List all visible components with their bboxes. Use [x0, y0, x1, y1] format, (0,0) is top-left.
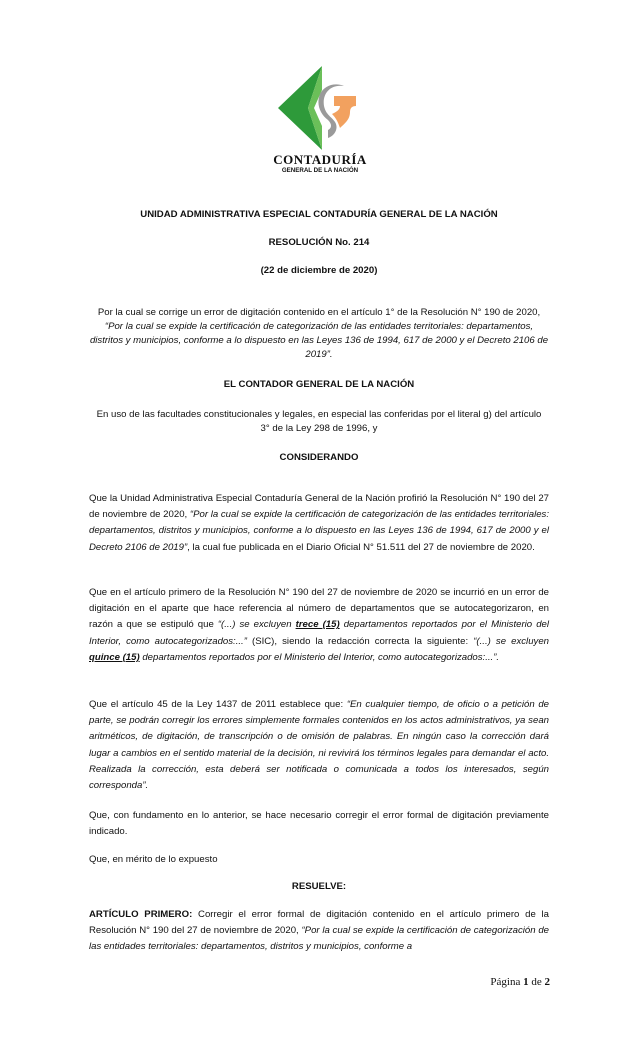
- p2-text-mid: (SIC), siendo la redacción correcta la siguiente:: [246, 635, 474, 647]
- summary-text: Por la cual se corrige un error de digitación contenido en el artículo 1° de la Resolución N° 190 de 2020,: [97, 307, 541, 318]
- paragraph-3: [89, 697, 549, 794]
- logo-subtitle-text: GENERAL DE LA NACIÓN: [281, 167, 359, 174]
- p1-text-end: , la cual fue publicada en el Diario Oficial N° 51.511 del 27 de noviembre de 2020.: [187, 541, 535, 553]
- resolution-date: (22 de diciembre de 2020): [260, 265, 378, 276]
- paragraph-1: [89, 491, 549, 556]
- summary-quote: “Por la cual se expide la certificación de categorización de las entidades territoriales: departamentos, distritos y municipios, conforme a lo dispuesto en las Leyes 136 de 1994, 617 de 2000 y el Decreto 2106 de 2019”.: [89, 321, 549, 360]
- logo-brand-text: CONTADURÍA: [273, 152, 367, 167]
- paragraph-2: [89, 585, 549, 666]
- article-1-label: ARTÍCULO PRIMERO:: [89, 909, 193, 920]
- p2-trece: trece (15): [295, 619, 340, 631]
- article-1-text: Corregir el error formal de digitación contenido en el artículo primero de la Resolución N° 190 del 27 de noviembre de 2020,: [89, 909, 550, 937]
- resolution-number: RESOLUCIÓN No. 214: [268, 237, 370, 248]
- page-of: de: [528, 976, 545, 988]
- p2-quote-1: “(...) se excluyen: [217, 619, 296, 631]
- resolution-summary: [88, 306, 550, 362]
- p1-text: Que la Unidad Administrativa Especial Contaduría General de la Nación profirió la Resolución N° 190 del 27 de noviembre de 2020,: [89, 493, 549, 521]
- contaduria-emblem-icon: [278, 66, 362, 150]
- resuelve-heading: RESUELVE:: [291, 881, 347, 892]
- current-page: 1: [523, 976, 529, 988]
- p2-quince: quince (15): [89, 651, 140, 663]
- authority-heading: EL CONTADOR GENERAL DE LA NACIÓN: [223, 379, 415, 390]
- considerando-heading: CONSIDERANDO: [279, 452, 359, 463]
- p2-quote-1-end: departamentos reportados por el Ministerio del Interior, como autocategorizados:...”: [89, 619, 549, 647]
- paragraph-4: Que, con fundamento en lo anterior, se hace necesario corregir el error formal de digitación previamente indicado.: [89, 810, 549, 838]
- p1-quote: “Por la cual se expide la certificación de categorización de las entidades territoriales: departamentos, distritos y municipios, conforme a lo dispuesto en las Leyes 136 de 1994, 617 de 2000 y el Decreto 2106 de 2019”: [89, 509, 550, 553]
- p3-quote: “En cualquier tiempo, de oficio o a petición de parte, se podrán corregir los errores simplemente formales contenidos en los actos administrativos, ya sean aritméticos, de digitación, de transcripción o de omisión de palabras. En ningún caso la corrección dará lugar a cambios en el sentido material de la decisión, ni revivirá los términos legales para demandar el acto. Realizada la corrección, esta deberá ser notificada o comunicada a todos los interesados, según corresponda”.: [89, 699, 549, 792]
- powers-text: En uso de las facultades constitucionales y legales, en especial las conferidas por el literal g) del artículo 3° de la Ley 298 de 1996, y: [96, 409, 542, 434]
- page-number: [490, 976, 550, 988]
- p2-quote-2-end: departamentos reportados por el Ministerio del Interior, como autocategorizados:...”.: [139, 651, 500, 663]
- paragraph-5: Que, en mérito de lo expuesto: [89, 854, 218, 865]
- article-1: [89, 907, 549, 956]
- entity-heading: UNIDAD ADMINISTRATIVA ESPECIAL CONTADURÍA GENERAL DE LA NACIÓN: [140, 209, 498, 220]
- p2-quote-2: “(...) se excluyen: [473, 635, 549, 647]
- total-pages: 2: [544, 976, 550, 988]
- p2-text: Que en el artículo primero de la Resolución N° 190 del 27 de noviembre de 2020 se incurrió en un error de digitación en el aparte que hace referencia al número de departamentos que se autocategorizaron, en razón a que se estipuló que: [89, 587, 549, 631]
- page-label: Página: [490, 976, 524, 988]
- article-1-quote: “Por la cual se expide la certificación de categorización de las entidades territoriales: departamentos, distritos y municipios, conforme a: [89, 925, 549, 953]
- contaduria-logo: [270, 66, 370, 178]
- p3-text: Que el artículo 45 de la Ley 1437 de 2011 establece que:: [89, 699, 347, 710]
